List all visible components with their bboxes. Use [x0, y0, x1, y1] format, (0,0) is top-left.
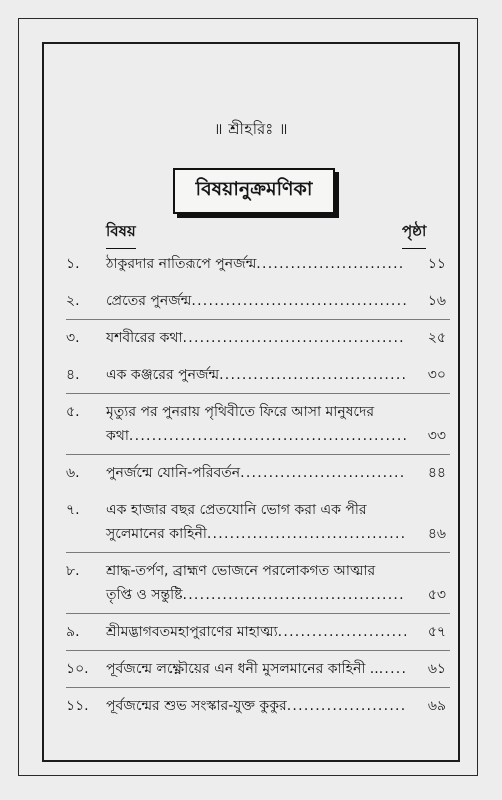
toc-entry-title-line: সুলেমানের কাহিনী	[106, 526, 207, 542]
row-divider	[66, 282, 450, 283]
dot-leader	[219, 363, 406, 387]
row-divider	[66, 650, 450, 651]
toc-entry-number: ১১.	[66, 698, 89, 714]
row-divider	[66, 552, 450, 553]
toc-entry-title-line: শ্রীমদ্ভাগবতমহাপুরাণের মাহাত্ম্য	[106, 624, 278, 640]
toc-title-box	[173, 168, 335, 214]
toc-title: বিষয়ানুক্রমণিকা	[195, 178, 313, 200]
dot-leader	[240, 461, 406, 485]
dot-leader	[207, 522, 406, 546]
toc-entry-title-line: পূর্বজন্মের শুভ সংস্কার-যুক্ত কুকুর	[106, 698, 287, 714]
toc-entry	[66, 289, 450, 313]
toc-entry-number: ৩.	[66, 330, 80, 346]
toc-entry-page-number: ৪৪	[427, 465, 446, 481]
toc-entry-number: ৬.	[66, 465, 80, 481]
toc-entry-title-line: এক কঞ্জরের পুনর্জন্ম	[106, 367, 220, 383]
row-divider	[66, 319, 450, 320]
row-divider	[66, 454, 450, 455]
row-divider	[66, 393, 450, 394]
toc-entry-title-line: প্রেতের পুনর্জন্ম	[106, 293, 192, 309]
toc-entry-title-line: ঠাকুরদার নাতিরূপে পুনর্জন্ম	[106, 256, 257, 272]
dot-leader	[287, 694, 406, 718]
toc-entry-number: ২.	[66, 293, 80, 309]
toc-entry-number: ১০.	[66, 661, 89, 677]
toc-entry-page-number: ১১	[427, 256, 446, 272]
toc-entry-page-number: ৬১	[427, 661, 446, 677]
toc-entry-page-number: ৫৩	[427, 587, 446, 603]
toc-entry	[66, 363, 450, 387]
dot-leader	[129, 424, 406, 448]
dot-leader	[191, 289, 406, 313]
toc-entry-title-line: মৃত্যুর পর পুনরায় পৃথিবীতে ফিরে আসা মানুষদের	[106, 404, 375, 420]
row-divider	[66, 491, 450, 492]
toc-entry-number: ১.	[66, 256, 80, 272]
toc-entry	[66, 498, 450, 546]
toc-entry-number: ৭.	[66, 502, 80, 518]
row-divider	[66, 613, 450, 614]
toc-entry	[66, 694, 450, 718]
column-header-subject: বিষয়	[106, 220, 136, 249]
row-divider	[66, 356, 450, 357]
toc-entry-title-line: পূর্বজন্মে লক্ষ্ণৌয়ের এন ধনী মুসলমানের কাহিনী ..	[106, 661, 379, 677]
toc-entry-title-line: যশবীরের কথা	[106, 330, 183, 346]
toc-entry-title-line: শ্রাদ্ধ-তর্পণ, ব্রাহ্মণ ভোজনে পরলোকগত আত্মার	[106, 563, 376, 579]
dot-leader	[183, 583, 406, 607]
toc-entry-number: ৯.	[66, 624, 80, 640]
toc-entry-page-number: ৩০	[427, 367, 446, 383]
toc-entry-page-number: ২৫	[427, 330, 446, 346]
toc-entry	[66, 657, 450, 681]
toc-entry-page-number: ৫৭	[427, 624, 446, 640]
toc-entry	[66, 620, 450, 644]
toc-entry-number: ৪.	[66, 367, 80, 383]
toc-entry-title-line: তৃপ্তি ও সন্তুষ্টি	[106, 587, 183, 603]
toc-entry-page-number: ৪৬	[427, 526, 446, 542]
toc-entry	[66, 326, 450, 350]
toc-entry	[66, 252, 450, 276]
toc-entry-number: ৫.	[66, 404, 80, 420]
invocation-heading: ॥ শ্রীহরিঃ ॥	[213, 120, 289, 138]
toc-entry-title-line: পুনর্জন্মে যোনি-পরিবর্তন	[106, 465, 241, 481]
toc-entry	[66, 461, 450, 485]
column-header-page: পৃষ্ঠা	[402, 220, 426, 249]
dot-leader	[278, 620, 406, 644]
toc-entry	[66, 559, 450, 607]
toc-entry-title-line: কথা	[106, 428, 129, 444]
row-divider	[66, 687, 450, 688]
toc-entry	[66, 400, 450, 448]
toc-entry-number: ৮.	[66, 563, 80, 579]
dot-leader	[256, 252, 406, 276]
table-of-contents	[66, 252, 450, 718]
dot-leader	[379, 657, 406, 681]
toc-entry-title-line: এক হাজার বছর প্রেতযোনি ভোগ করা এক পীর	[106, 502, 367, 518]
dot-leader	[183, 326, 406, 350]
toc-entry-page-number: ৩৩	[427, 428, 446, 444]
toc-entry-page-number: ৬৯	[427, 698, 446, 714]
toc-entry-page-number: ১৬	[427, 293, 446, 309]
